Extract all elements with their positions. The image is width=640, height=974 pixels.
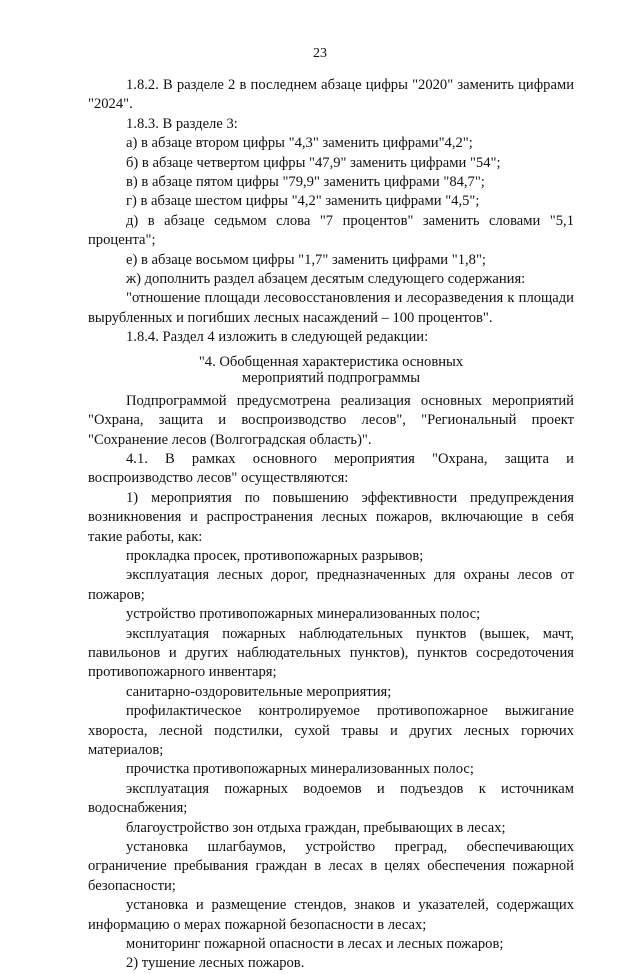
list-item: эксплуатация лесных дорог, предназначенных для охраны лесов от пожаров; <box>88 567 574 603</box>
list-item: прочистка противопожарных минерализованных полос; <box>126 761 474 778</box>
document-body <box>88 76 574 974</box>
list-item: установка и размещение стендов, знаков и указателей, содержащих информацию о мерах пожарной безопасности в лесах; <box>88 897 574 933</box>
list-item: установка шлагбаумов, устройство преград, обеспечивающих ограничение пребывания граждан в лесах в целях обеспечения пожарной безопасности; <box>88 839 574 894</box>
section-heading-line: мероприятий подпрограммы <box>241 369 421 386</box>
list-item: прокладка просек, противопожарных разрывов; <box>126 547 424 564</box>
paragraph: 2) тушение лесных пожаров. <box>126 955 305 972</box>
list-item: благоустройство зон отдыха граждан, пребывающих в лесах; <box>126 819 506 836</box>
page-number: 23 <box>313 46 327 61</box>
paragraph: в) в абзаце пятом цифры "79,9" заменить цифрами "84,7"; <box>126 174 485 191</box>
paragraph: ж) дополнить раздел абзацем десятым следующего содержания: <box>126 271 526 288</box>
list-item: эксплуатация пожарных наблюдательных пунктов (вышек, мачт, павильонов и других наблюдательных пунктов), пунктов сосредоточения противопожарного инвентаря; <box>88 625 574 681</box>
paragraph: 1.8.3. В разделе 3: <box>126 115 238 132</box>
list-item: санитарно-оздоровительные мероприятия; <box>126 683 392 700</box>
paragraph: 4.1. В рамках основного мероприятия "Охрана, защита и воспроизводство лесов" осуществляются: <box>88 450 574 487</box>
paragraph: г) в абзаце шестом цифры "4,2" заменить цифрами "4,5"; <box>126 193 480 210</box>
paragraph: 1.8.4. Раздел 4 изложить в следующей редакции: <box>126 329 429 346</box>
section-heading-line: "4. Обобщенная характеристика основных <box>198 353 464 370</box>
paragraph: а) в абзаце втором цифры "4,3" заменить цифрами"4,2"; <box>126 135 473 152</box>
paragraph: 1.8.2. В разделе 2 в последнем абзаце цифры "2020" заменить цифрами "2024". <box>88 77 574 113</box>
paragraph: б) в абзаце четвертом цифры "47,9" заменить цифрами "54"; <box>126 154 501 171</box>
paragraph: 1) мероприятия по повышению эффективности предупреждения возникновения и распространения лесных пожаров, включающие в себя такие работы, как: <box>88 489 574 545</box>
paragraph: Подпрограммой предусмотрена реализация основных мероприятий "Охрана, защита и воспроизводство лесов", "Региональный проект "Сохранение лесов (Волгоградская область)". <box>88 392 574 448</box>
list-item: эксплуатация пожарных водоемов и подъездов к источникам водоснабжения; <box>88 780 574 817</box>
paragraph: е) в абзаце восьмом цифры "1,7" заменить цифрами "1,8"; <box>126 251 486 268</box>
paragraph: д) в абзаце седьмом слова "7 процентов" заменить словами "5,1 процента"; <box>88 212 574 249</box>
section-heading <box>88 354 574 386</box>
list-item: устройство противопожарных минерализованных полос; <box>126 606 481 623</box>
list-item: профилактическое контролируемое противопожарное выжигание хвороста, лесной подстилки, сухой травы и других лесных горючих материалов; <box>88 703 574 758</box>
list-item: мониторинг пожарной опасности в лесах и лесных пожаров; <box>126 936 504 953</box>
paragraph: "отношение площади лесовосстановления и лесоразведения к площади вырубленных и погибших лесных насаждений – 100 процентов". <box>88 290 574 326</box>
